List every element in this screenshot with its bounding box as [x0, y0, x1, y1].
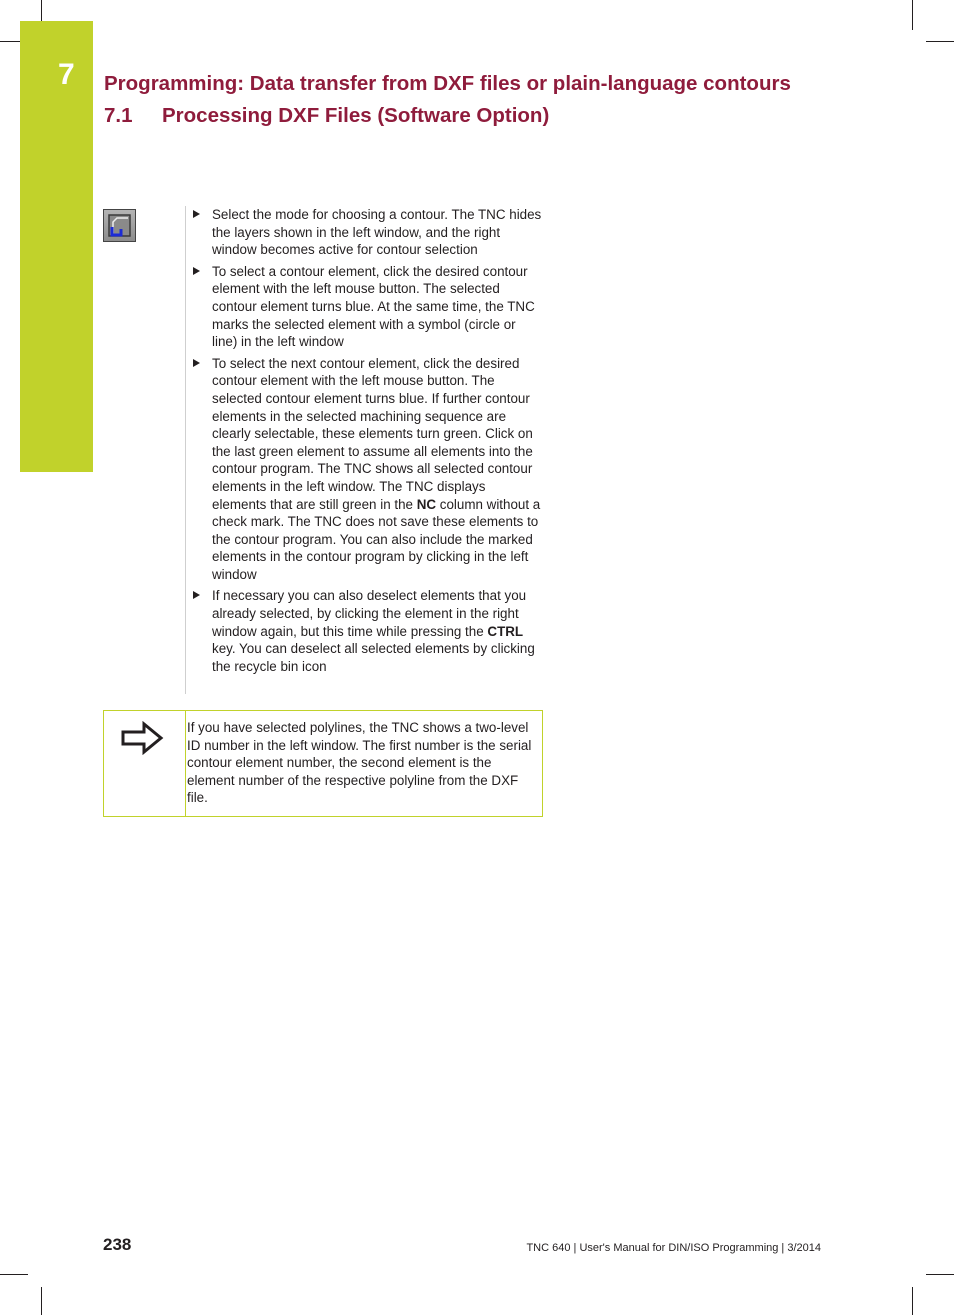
- crop-mark: [41, 0, 42, 22]
- instruction-step: [192, 263, 542, 351]
- key-label-ctrl: CTRL: [487, 623, 524, 639]
- arrow-right-icon: [120, 721, 164, 760]
- triangle-bullet-icon: [193, 210, 200, 218]
- chapter-tab: [20, 21, 93, 472]
- crop-mark: [926, 41, 954, 42]
- instruction-step: [192, 355, 542, 584]
- crop-mark: [0, 41, 22, 42]
- chapter-title: Programming: Data transfer from DXF files or plain-language contours: [104, 72, 791, 95]
- column-divider: [185, 206, 186, 694]
- step-text: If necessary you can also deselect elements that you already selected, by clicking the element in the right window again, but this time while pressing the: [212, 588, 527, 639]
- crop-mark: [41, 1287, 42, 1315]
- step-text: Select the mode for choosing a contour. The TNC hides the layers shown in the left window, and the right window becomes active for contour selection: [212, 207, 542, 258]
- chapter-number: 7: [58, 58, 75, 91]
- triangle-bullet-icon: [193, 591, 200, 599]
- instruction-list: [192, 206, 542, 679]
- step-text: key. You can deselect all selected elements by clicking the recycle bin icon: [212, 641, 535, 674]
- triangle-bullet-icon: [193, 267, 200, 275]
- crop-mark: [912, 0, 913, 30]
- key-label-nc: NC: [416, 496, 437, 512]
- section-number: 7.1: [104, 104, 133, 127]
- step-text: column without a check mark. The TNC does not save these elements to the contour program. You can also include the marked elements in the contour program by clicking in the left window: [212, 496, 541, 582]
- note-divider: [185, 711, 186, 816]
- page-number: 238: [103, 1235, 132, 1254]
- instruction-step: [192, 206, 542, 259]
- step-text: To select the next contour element, click the desired contour element with the left mouse button. The selected contour element turns blue. If further contour elements in the selected machining sequence are clearly selectable, these elements turn green. Click on the last green element to assume all elements into the contour program. The TNC shows all selected contour elements in the left window. The TNC displays elements that are still green in the: [212, 355, 533, 512]
- triangle-bullet-icon: [193, 359, 200, 367]
- instruction-step: [192, 587, 542, 675]
- step-text: To select a contour element, click the desired contour element with the left mouse button. The selected contour element turns blue. At the same time, the TNC marks the selected element with a symbol (circle or line) in the left window: [212, 263, 535, 350]
- note-box: [103, 710, 543, 817]
- footer-text: TNC 640 | User's Manual for DIN/ISO Programming | 3/2014: [526, 1242, 821, 1254]
- crop-mark: [926, 1274, 954, 1275]
- contour-select-icon: [103, 209, 136, 242]
- section-title: Processing DXF Files (Software Option): [162, 104, 550, 127]
- crop-mark: [0, 1274, 28, 1275]
- note-text: If you have selected polylines, the TNC shows a two-level ID number in the left window. The first number is the serial contour element number, the second element is the element number of the respective polyline from the DXF file.: [187, 720, 532, 806]
- crop-mark: [912, 1287, 913, 1315]
